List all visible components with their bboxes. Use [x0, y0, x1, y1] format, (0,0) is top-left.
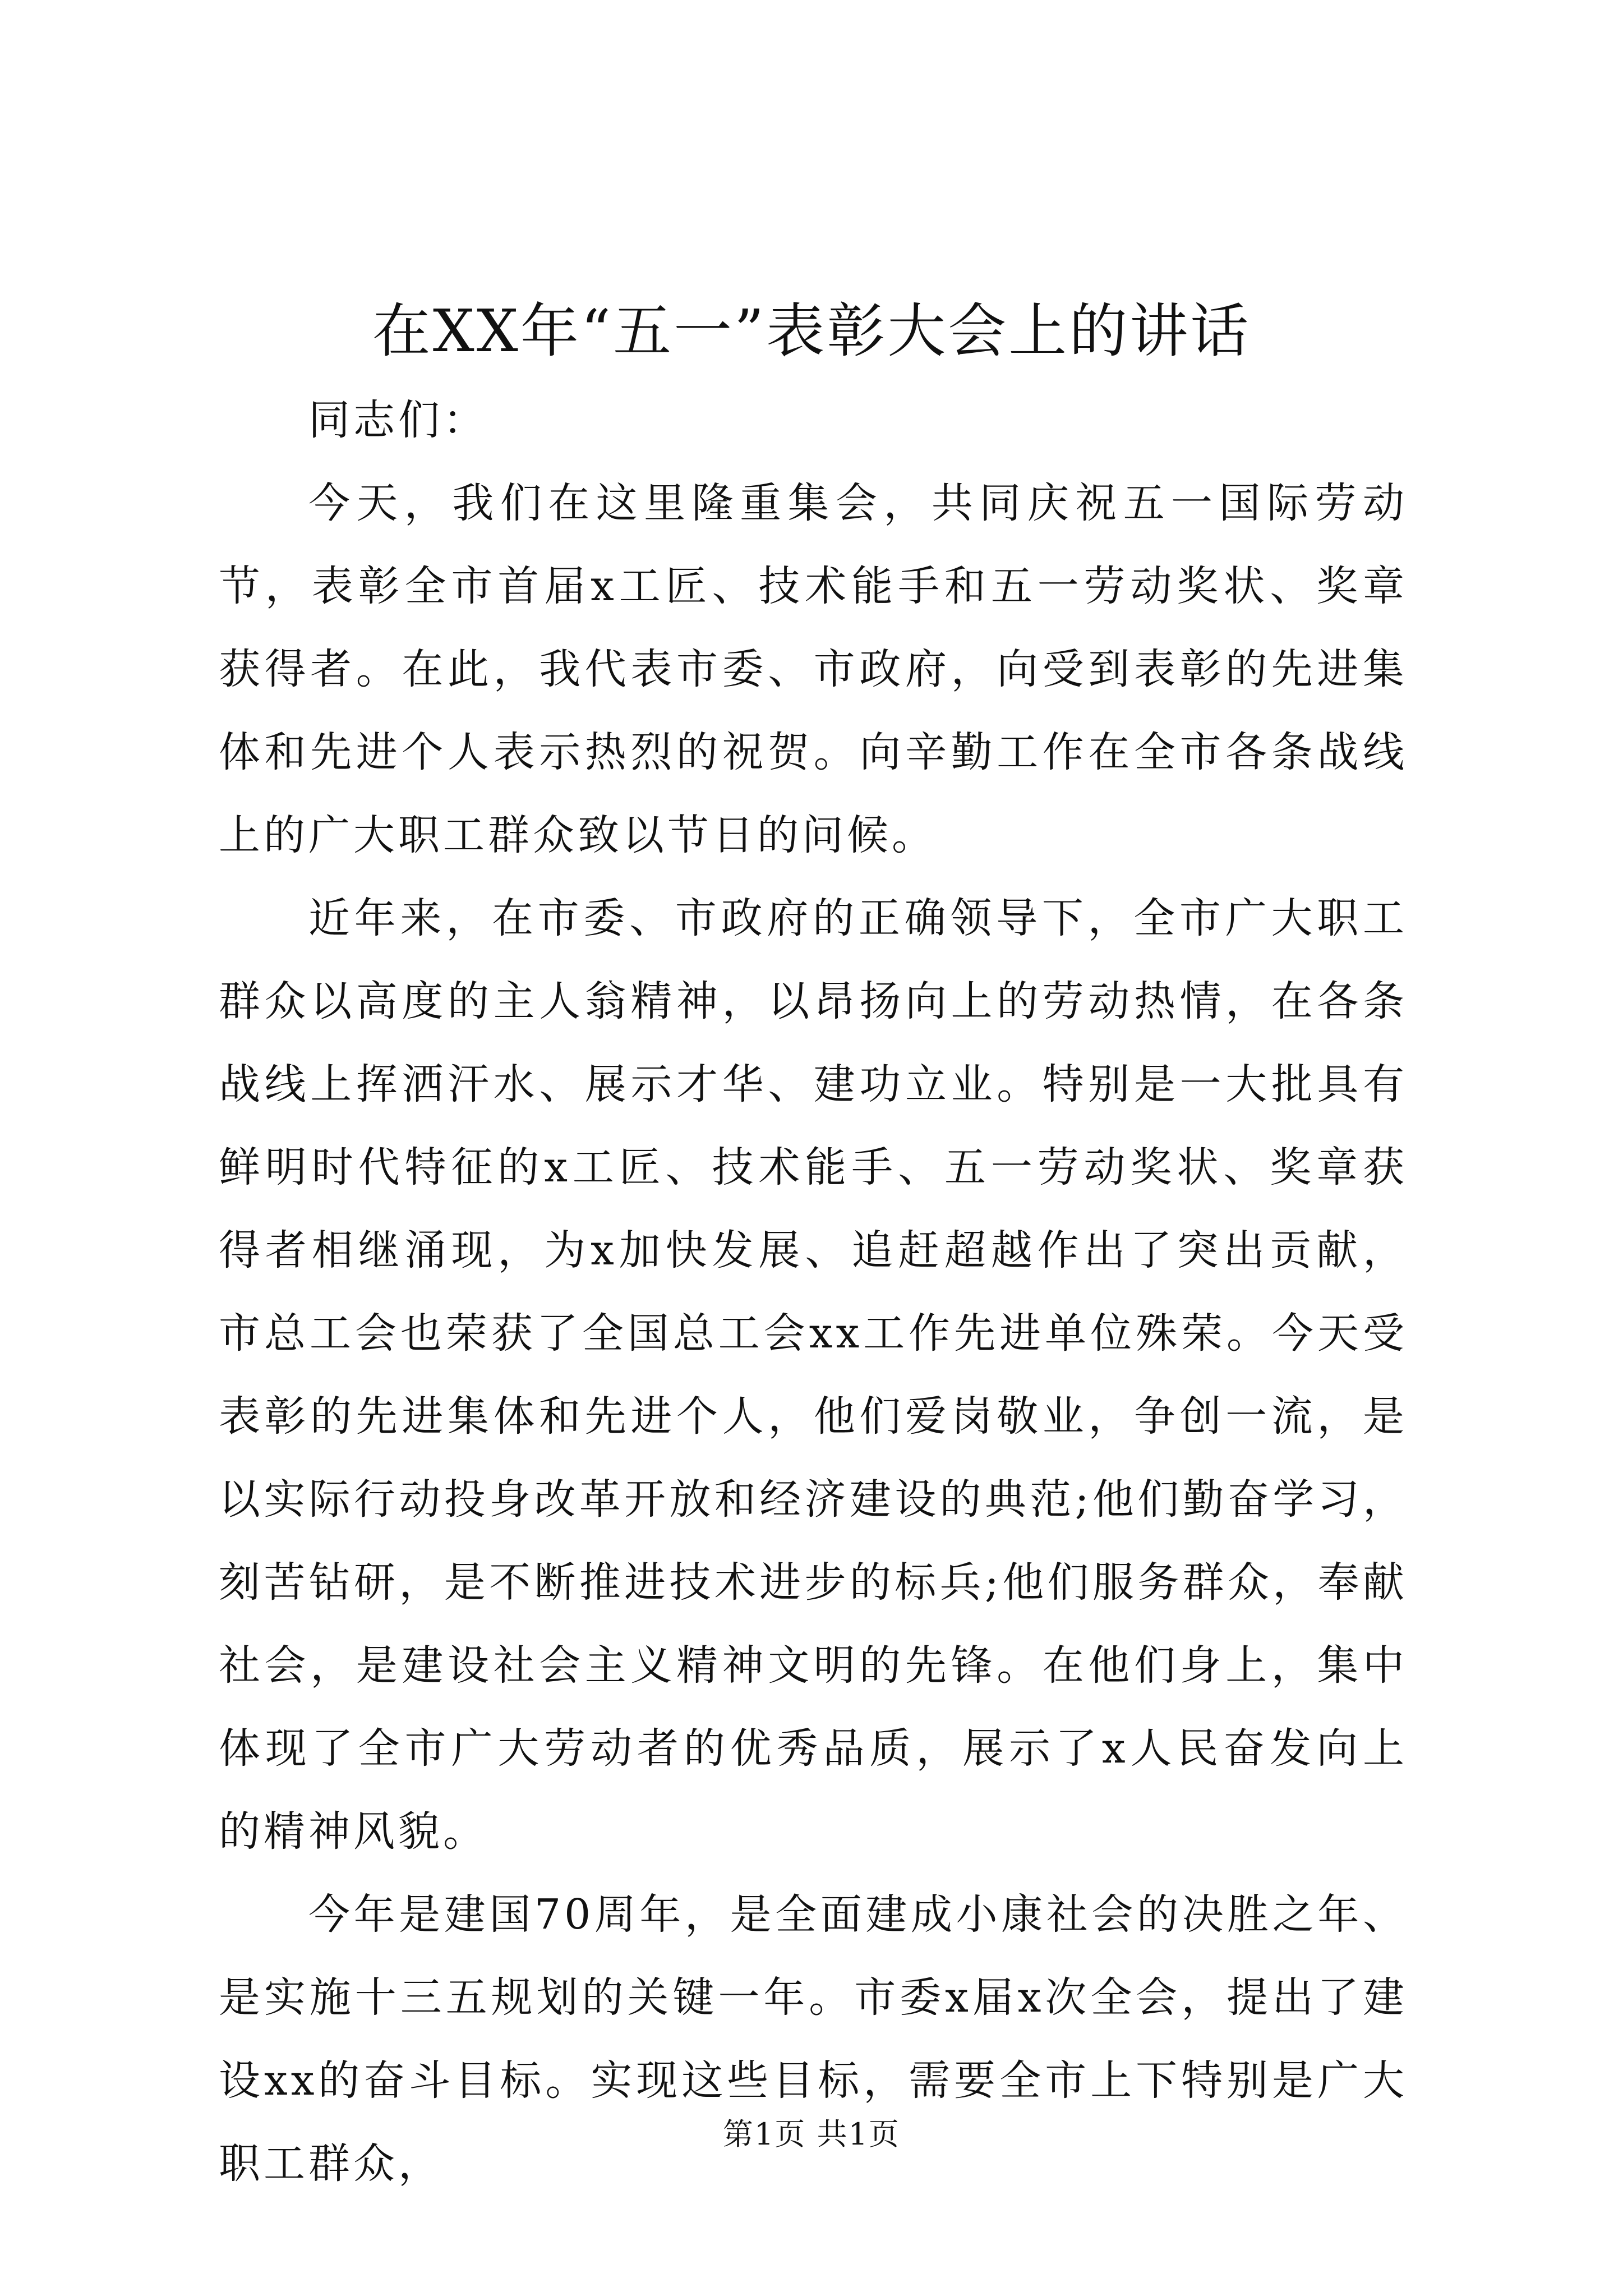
- body-paragraph-1: 今天，我们在这里隆重集会，共同庆祝五一国际劳动节，表彰全市首届x工匠、技术能手和五一劳动奖状、奖章获得者。在此，我代表市委、市政府，向受到表彰的先进集体和先进个人表示热烈的祝贺。向辛勤工作在全市各条战线上的广大职工群众致以节日的问候。: [219, 479, 1408, 859]
- document-title: 在XX年“五一”表彰大会上的讲话: [372, 297, 1251, 365]
- salutation-paragraph: 同志们：: [308, 396, 488, 444]
- document-body: [219, 379, 1408, 2205]
- body-paragraph-2: 近年来，在市委、市政府的正确领导下，全市广大职工群众以高度的主人翁精神，以昂扬向上的劳动热情，在各条战线上挥洒汗水、展示才华、建功立业。特别是一大批具有鲜明时代特征的x工匠、技术能手、五一劳动奖状、奖章获得者相继涌现，为x加快发展、追赶超越作出了突出贡献，市总工会也荣获了全国总工会xx工作先进单位殊荣。今天受表彰的先进集体和先进个人，他们爱岗敬业，争创一流，是以实际行动投身改革开放和经济建设的典范;他们勤奋学习，刻苦钻研，是不断推进技术进步的标兵;他们服务群众，奉献社会，是建设社会主义精神文明的先锋。在他们身上，集中体现了全市广大劳动者的优秀品质，展示了x人民奋发向上的精神风貌。: [219, 894, 1408, 1856]
- page-footer: 第1页 共1页: [723, 2116, 900, 2152]
- body-paragraph-3: 今年是建国70周年，是全面建成小康社会的决胜之年、是实施十三五规划的关键一年。市委x届x次全会，提出了建设xx的奋斗目标。实现这些目标，需要全市上下特别是广大职工群众，: [219, 1890, 1408, 2188]
